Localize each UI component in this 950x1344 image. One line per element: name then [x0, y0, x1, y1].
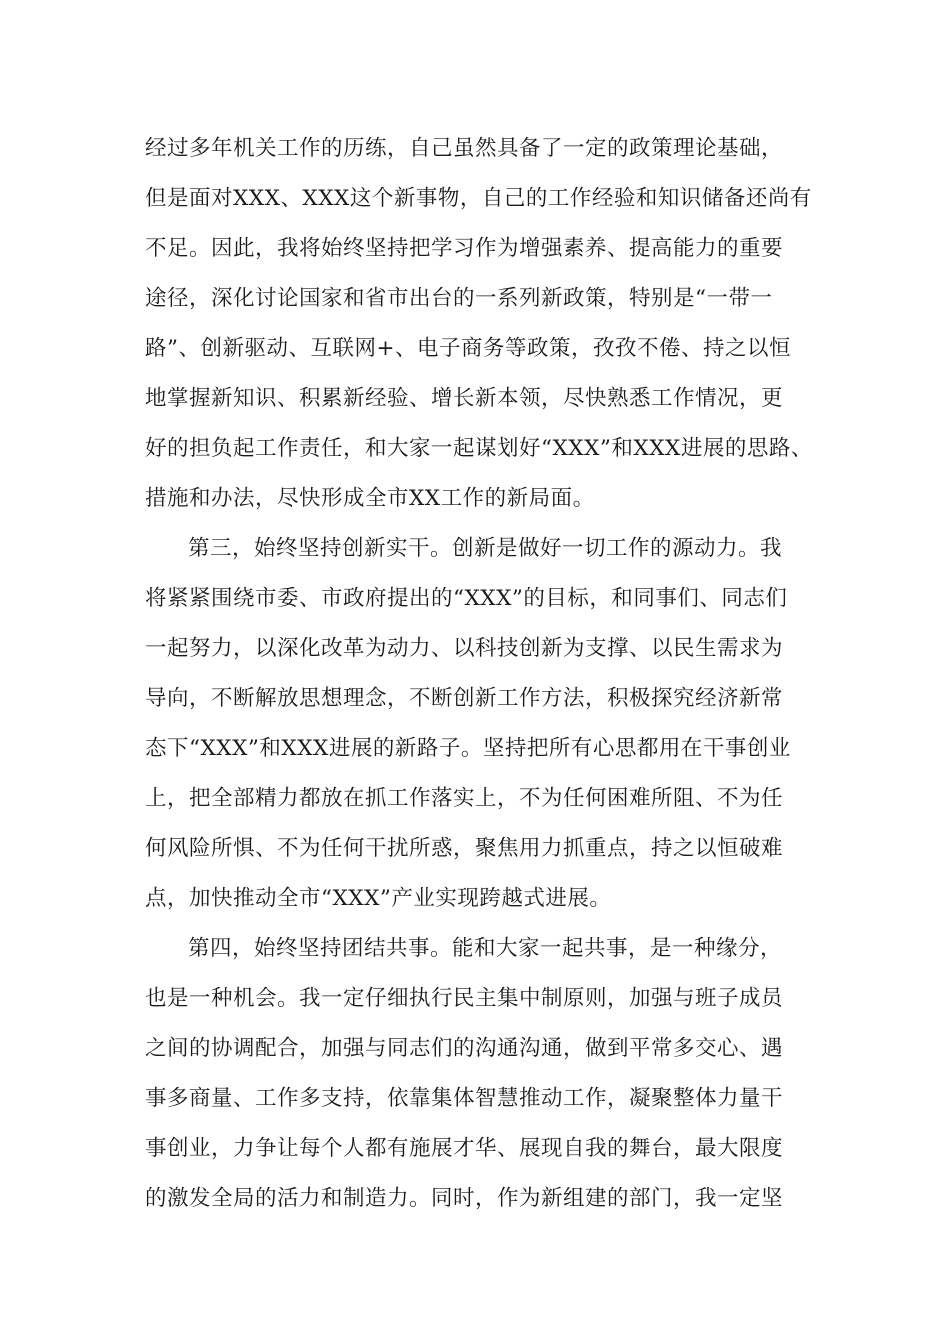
text-line-18: 也是一种机会。我一定仔细执行民主集中制原则，加强与班子成员	[145, 986, 784, 1011]
paragraph-start-third: 第三，始终坚持创新实干。创新是做好一切工作的源动力。我	[188, 536, 783, 561]
text-line-5: 路”、创新驱动、互联网+、电子商务等政策，孜孜不倦、持之以恒	[145, 336, 792, 361]
paragraph-start-fourth: 第四，始终坚持团结共事。能和大家一起共事，是一种缘分，	[188, 936, 783, 961]
text-line-8: 措施和办法，尽快形成全市XX工作的新局面。	[145, 486, 595, 511]
text-line-16: 点，加快推动全市“XXX”产业实现跨越式进展。	[145, 886, 612, 911]
text-line-7: 好的担负起工作责任，和大家一起谋划好“XXX”和XXX进展的思路、	[145, 436, 813, 461]
text-line-11: 一起努力，以深化改革为动力、以科技创新为支撑、以民生需求为	[145, 636, 784, 661]
text-line-4: 途径，深化讨论国家和省市出台的一系列新政策，特别是“一带一	[145, 286, 773, 311]
text-line-13: 态下“XXX”和XXX进展的新路子。坚持把所有心思都用在干事创业	[145, 736, 791, 761]
text-line-20: 事多商量、工作多支持，依靠集体智慧推动工作，凝聚整体力量干	[145, 1086, 784, 1111]
text-line-6: 地掌握新知识、积累新经验、增长新本领，尽快熟悉工作情况，更	[145, 386, 784, 411]
text-line-22: 的激发全局的活力和制造力。同时，作为新组建的部门，我一定坚	[145, 1186, 784, 1211]
text-line-3: 不足。因此，我将始终坚持把学习作为增强素养、提高能力的重要	[145, 236, 784, 261]
document-body	[145, 124, 825, 1224]
text-line-15: 何风险所惧、不为任何干扰所惑，聚焦用力抓重点，持之以恒破难	[145, 836, 784, 861]
text-line-2: 但是面对XXX、XXX这个新事物，自己的工作经验和知识储备还尚有	[145, 186, 812, 211]
text-line-19: 之间的协调配合，加强与同志们的沟通沟通，做到平常多交心、遇	[145, 1036, 784, 1061]
text-line-1: 经过多年机关工作的历练，自己虽然具备了一定的政策理论基础，	[145, 136, 784, 161]
text-line-12: 导向，不断解放思想理念，不断创新工作方法，积极探究经济新常	[145, 686, 784, 711]
text-line-21: 事创业，力争让每个人都有施展才华、展现自我的舞台，最大限度	[145, 1136, 784, 1161]
text-line-10: 将紧紧围绕市委、市政府提出的“XXX”的目标，和同事们、同志们	[145, 586, 788, 611]
text-line-14: 上，把全部精力都放在抓工作落实上，不为任何困难所阻、不为任	[145, 786, 784, 811]
